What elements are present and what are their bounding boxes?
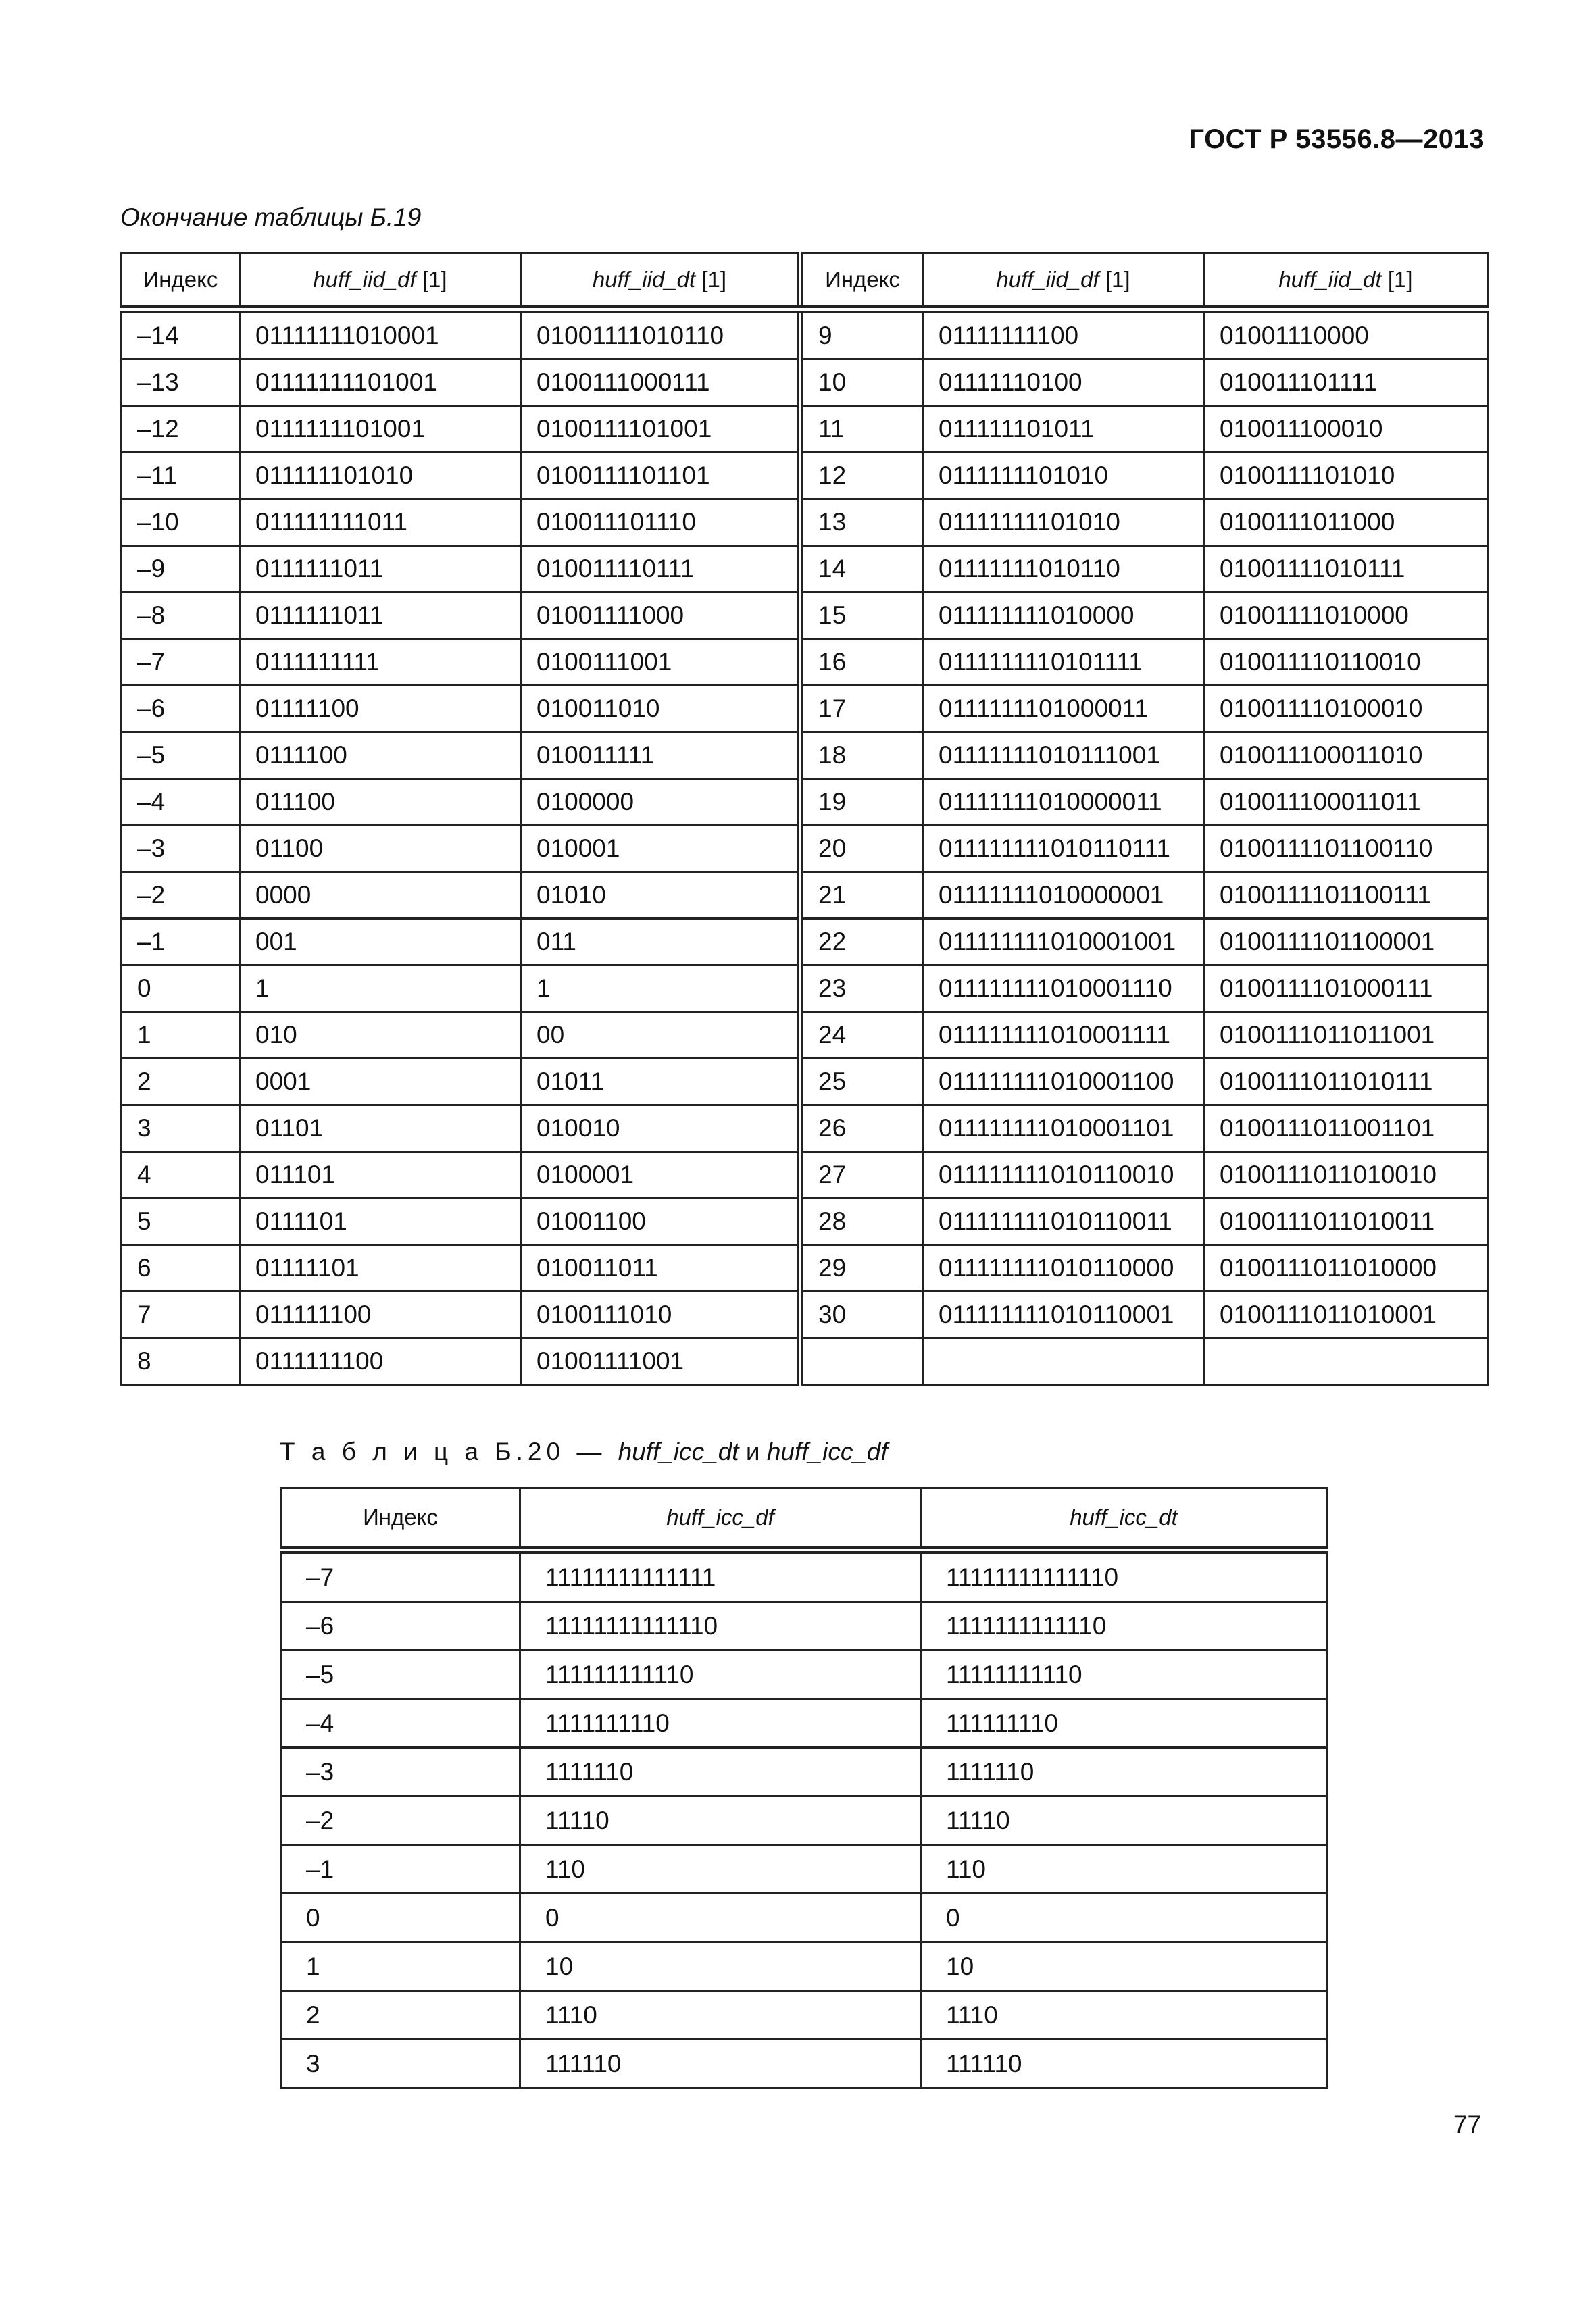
table-cell: 0111111100 (240, 1338, 521, 1385)
table-cell: 010011110110010 (1204, 639, 1488, 686)
table-cell: 11110 (921, 1796, 1327, 1845)
table-cell: 11111111110 (921, 1651, 1327, 1699)
table-cell: 15 (801, 593, 923, 639)
table-cell: 0100111001 (521, 639, 801, 686)
table-row (122, 639, 1488, 686)
table-row (122, 872, 1488, 919)
table-cell: –4 (122, 779, 240, 826)
table-cell: 0100111101100001 (1204, 919, 1488, 965)
table-cell: 011111111010110000 (923, 1245, 1204, 1292)
table-cell: 0100111011010111 (1204, 1059, 1488, 1105)
table-cell: 010011010 (521, 686, 801, 732)
table-cell: 01111110100 (923, 359, 1204, 406)
table-cell: 011111111010001001 (923, 919, 1204, 965)
table-cell: 0100111101101 (521, 453, 801, 499)
table-19-caption: Окончание таблицы Б.19 (120, 203, 422, 231)
table-cell: 20 (801, 826, 923, 872)
table-cell: 25 (801, 1059, 923, 1105)
table-cell: –10 (122, 499, 240, 546)
table-cell: 010011110100010 (1204, 686, 1488, 732)
table-cell: 010011101111 (1204, 359, 1488, 406)
table-cell: 0 (281, 1894, 520, 1942)
table-cell: –3 (281, 1748, 520, 1796)
table-row (122, 1245, 1488, 1292)
table-cell: 0100001 (521, 1152, 801, 1199)
table-cell: 26 (801, 1105, 923, 1152)
table-row (122, 1292, 1488, 1338)
table-cell: 1 (122, 1012, 240, 1059)
table-cell: 010 (240, 1012, 521, 1059)
table-cell: –9 (122, 546, 240, 593)
table-cell: –14 (122, 309, 240, 359)
table-row (122, 732, 1488, 779)
table-row (122, 1012, 1488, 1059)
table-row (122, 309, 1488, 359)
table-20 (280, 1487, 1328, 2089)
table-cell: 23 (801, 965, 923, 1012)
table-cell: –12 (122, 406, 240, 453)
table-row (281, 1894, 1327, 1942)
table-row (122, 826, 1488, 872)
table-cell: 7 (122, 1292, 240, 1338)
table-cell: 01111111100 (923, 309, 1204, 359)
table-cell: –2 (122, 872, 240, 919)
table-cell: 01111111010000001 (923, 872, 1204, 919)
table-cell: 0100111101000111 (1204, 965, 1488, 1012)
col-header-iid-dt-2: huff_iid_dt [1] (1204, 253, 1488, 310)
table-cell: 00 (521, 1012, 801, 1059)
table-cell: 0100111011010011 (1204, 1199, 1488, 1245)
table-cell: 0100111011010001 (1204, 1292, 1488, 1338)
table-cell: 0111111101000011 (923, 686, 1204, 732)
table-row (122, 1059, 1488, 1105)
table-row (281, 1796, 1327, 1845)
table-cell: 01111111101001 (240, 359, 521, 406)
standard-number: ГОСТ Р 53556.8—2013 (1189, 124, 1485, 154)
table-row (281, 1699, 1327, 1748)
table-row (122, 406, 1488, 453)
table-cell: –1 (281, 1845, 520, 1894)
table-cell: 01111111010001 (240, 309, 521, 359)
table-row (122, 499, 1488, 546)
col-header-index: Индекс (281, 1488, 520, 1551)
table-cell: 01111111101010 (923, 499, 1204, 546)
table-cell: 0111101 (240, 1199, 521, 1245)
table-cell: 14 (801, 546, 923, 593)
col-header-iid-df: huff_iid_df [1] (240, 253, 521, 310)
table-cell: 29 (801, 1245, 923, 1292)
table-cell (923, 1338, 1204, 1385)
table-row (122, 1152, 1488, 1199)
table-row (281, 1550, 1327, 1602)
table-row (122, 546, 1488, 593)
table-cell: 01111111010000011 (923, 779, 1204, 826)
table-cell: 6 (122, 1245, 240, 1292)
table-cell: 0001 (240, 1059, 521, 1105)
table-cell: 0100111000111 (521, 359, 801, 406)
table-cell: 11111111111110 (921, 1550, 1327, 1602)
table-cell (1204, 1338, 1488, 1385)
table-row (122, 1105, 1488, 1152)
table-cell: 19 (801, 779, 923, 826)
table-cell: 010011110111 (521, 546, 801, 593)
table-row (122, 686, 1488, 732)
table-cell: 1111110 (520, 1748, 921, 1796)
table-row (281, 1602, 1327, 1651)
col-header-iid-df-2: huff_iid_df [1] (923, 253, 1204, 310)
table-cell: –1 (122, 919, 240, 965)
table-cell: 11111111111110 (520, 1602, 921, 1651)
col-header-icc-dt: huff_icc_dt (921, 1488, 1327, 1551)
table-cell: –5 (281, 1651, 520, 1699)
table-row (281, 2040, 1327, 2088)
table-cell: –6 (122, 686, 240, 732)
table-cell: 011100 (240, 779, 521, 826)
table-cell: 0100000 (521, 779, 801, 826)
table-cell: 011111100 (240, 1292, 521, 1338)
table-cell: 1 (521, 965, 801, 1012)
table-cell: 01001110000 (1204, 309, 1488, 359)
table-cell: 0100111101100111 (1204, 872, 1488, 919)
table-cell: 010011101110 (521, 499, 801, 546)
table-cell: 011101 (240, 1152, 521, 1199)
table-cell: 0111111101001 (240, 406, 521, 453)
table-cell: 011111101011 (923, 406, 1204, 453)
table-cell: 010001 (521, 826, 801, 872)
col-header-index: Индекс (122, 253, 240, 310)
table-cell: 01111111010111001 (923, 732, 1204, 779)
table-cell: 1 (281, 1942, 520, 1991)
table-cell: –7 (281, 1550, 520, 1602)
table-row (122, 453, 1488, 499)
table-cell: 010011011 (521, 1245, 801, 1292)
table-row (122, 965, 1488, 1012)
table-cell: 110 (520, 1845, 921, 1894)
table-cell: –4 (281, 1699, 520, 1748)
table-19 (120, 252, 1489, 1386)
table-cell: 011 (521, 919, 801, 965)
table-cell: 0100111011001101 (1204, 1105, 1488, 1152)
table-cell: 2 (122, 1059, 240, 1105)
table-cell: 21 (801, 872, 923, 919)
table-cell: 10 (921, 1942, 1327, 1991)
col-header-index-2: Индекс (801, 253, 923, 310)
col-header-icc-df: huff_icc_df (520, 1488, 921, 1551)
table-cell: 11 (801, 406, 923, 453)
table-20-header-row (281, 1488, 1327, 1551)
table-cell: 1111111111110 (921, 1602, 1327, 1651)
table-cell: 24 (801, 1012, 923, 1059)
col-header-iid-dt: huff_iid_dt [1] (521, 253, 801, 310)
table-cell: 011111111010001101 (923, 1105, 1204, 1152)
table-cell: 01001111000 (521, 593, 801, 639)
table-cell: 010011100010 (1204, 406, 1488, 453)
table-cell: 001 (240, 919, 521, 965)
table-cell: 0 (520, 1894, 921, 1942)
table-cell: 1110 (520, 1991, 921, 2040)
table-cell: 011111111010001111 (923, 1012, 1204, 1059)
table-row (122, 593, 1488, 639)
table-cell: 010010 (521, 1105, 801, 1152)
table-row (281, 1748, 1327, 1796)
table-cell: 3 (122, 1105, 240, 1152)
table-row (281, 1942, 1327, 1991)
table-cell: 011111111010110111 (923, 826, 1204, 872)
table-row (122, 919, 1488, 965)
table-cell: 01001111010111 (1204, 546, 1488, 593)
table-row (122, 779, 1488, 826)
table-cell: 01001111010110 (521, 309, 801, 359)
table-cell: 011111111010000 (923, 593, 1204, 639)
table-cell: –13 (122, 359, 240, 406)
table-cell: –8 (122, 593, 240, 639)
table-cell: 0111111011 (240, 593, 521, 639)
table-cell: 0000 (240, 872, 521, 919)
table-cell: 0100111011000 (1204, 499, 1488, 546)
table-cell: 28 (801, 1199, 923, 1245)
table-cell: 1110 (921, 1991, 1327, 2040)
table-cell: –3 (122, 826, 240, 872)
table-19-header-row (122, 253, 1488, 310)
table-cell: 01001111010000 (1204, 593, 1488, 639)
table-cell: 8 (122, 1338, 240, 1385)
table-cell: 01011 (521, 1059, 801, 1105)
table-cell: 111111110 (921, 1699, 1327, 1748)
table-cell: 011111111010110010 (923, 1152, 1204, 1199)
table-cell: –11 (122, 453, 240, 499)
table-cell: 011111111010001110 (923, 965, 1204, 1012)
table-cell: 01001111001 (521, 1338, 801, 1385)
table-row (122, 359, 1488, 406)
table-cell: 010011100011010 (1204, 732, 1488, 779)
table-cell: 4 (122, 1152, 240, 1199)
table-cell: 01111111010110 (923, 546, 1204, 593)
table-cell: 01001100 (521, 1199, 801, 1245)
table-cell: 01111101 (240, 1245, 521, 1292)
table-cell: 0100111010 (521, 1292, 801, 1338)
table-cell: 13 (801, 499, 923, 546)
table-cell: 1111110 (921, 1748, 1327, 1796)
table-row (281, 1845, 1327, 1894)
table-cell: 0100111101001 (521, 406, 801, 453)
table-row (122, 1199, 1488, 1245)
table-cell: 3 (281, 2040, 520, 2088)
table-cell: 22 (801, 919, 923, 965)
table-cell: 5 (122, 1199, 240, 1245)
table-cell: 17 (801, 686, 923, 732)
table-cell (801, 1338, 923, 1385)
table-cell: 0100111101010 (1204, 453, 1488, 499)
table-cell: 0100111011010010 (1204, 1152, 1488, 1199)
table-cell: –5 (122, 732, 240, 779)
table-cell: 0 (122, 965, 240, 1012)
table-cell: 0111111101010 (923, 453, 1204, 499)
page-number: 77 (1453, 2111, 1481, 2138)
table-cell: 0111111111 (240, 639, 521, 686)
table-cell: 010011111 (521, 732, 801, 779)
table-cell: 27 (801, 1152, 923, 1199)
table-cell: 0100111011010000 (1204, 1245, 1488, 1292)
table-cell: –2 (281, 1796, 520, 1845)
table-cell: –6 (281, 1602, 520, 1651)
table-cell: 010011100011011 (1204, 779, 1488, 826)
table-cell: 0100111101100110 (1204, 826, 1488, 872)
table-cell: 11110 (520, 1796, 921, 1845)
table-cell: 01010 (521, 872, 801, 919)
table-cell: 1 (240, 965, 521, 1012)
table-cell: 011111111011 (240, 499, 521, 546)
table-cell: 10 (801, 359, 923, 406)
table-cell: 0111111110101111 (923, 639, 1204, 686)
table-cell: 011111111010110001 (923, 1292, 1204, 1338)
table-cell: 0 (921, 1894, 1327, 1942)
table-row (281, 1651, 1327, 1699)
table-cell: 1111111110 (520, 1699, 921, 1748)
table-cell: 01101 (240, 1105, 521, 1152)
table-cell: 9 (801, 309, 923, 359)
table-cell: 111110 (520, 2040, 921, 2088)
table-cell: 110 (921, 1845, 1327, 1894)
table-cell: 011111101010 (240, 453, 521, 499)
table-cell: 12 (801, 453, 923, 499)
table-row (281, 1991, 1327, 2040)
table-cell: 18 (801, 732, 923, 779)
table-cell: 16 (801, 639, 923, 686)
table-cell: 01111100 (240, 686, 521, 732)
table-cell: 011111111010001100 (923, 1059, 1204, 1105)
table-cell: 111111111110 (520, 1651, 921, 1699)
table-cell: 011111111010110011 (923, 1199, 1204, 1245)
table-cell: 30 (801, 1292, 923, 1338)
table-cell: 0111100 (240, 732, 521, 779)
table-cell: 10 (520, 1942, 921, 1991)
table-cell: 111110 (921, 2040, 1327, 2088)
table-cell: 01100 (240, 826, 521, 872)
table-cell: 11111111111111 (520, 1550, 921, 1602)
table-cell: 2 (281, 1991, 520, 2040)
table-cell: –7 (122, 639, 240, 686)
table-cell: 0111111011 (240, 546, 521, 593)
table-row (122, 1338, 1488, 1385)
table-cell: 0100111011011001 (1204, 1012, 1488, 1059)
table-20-caption: Т а б л и ц а Б.20 — huff_icc_dt и huff_icc_df (280, 1438, 888, 1465)
